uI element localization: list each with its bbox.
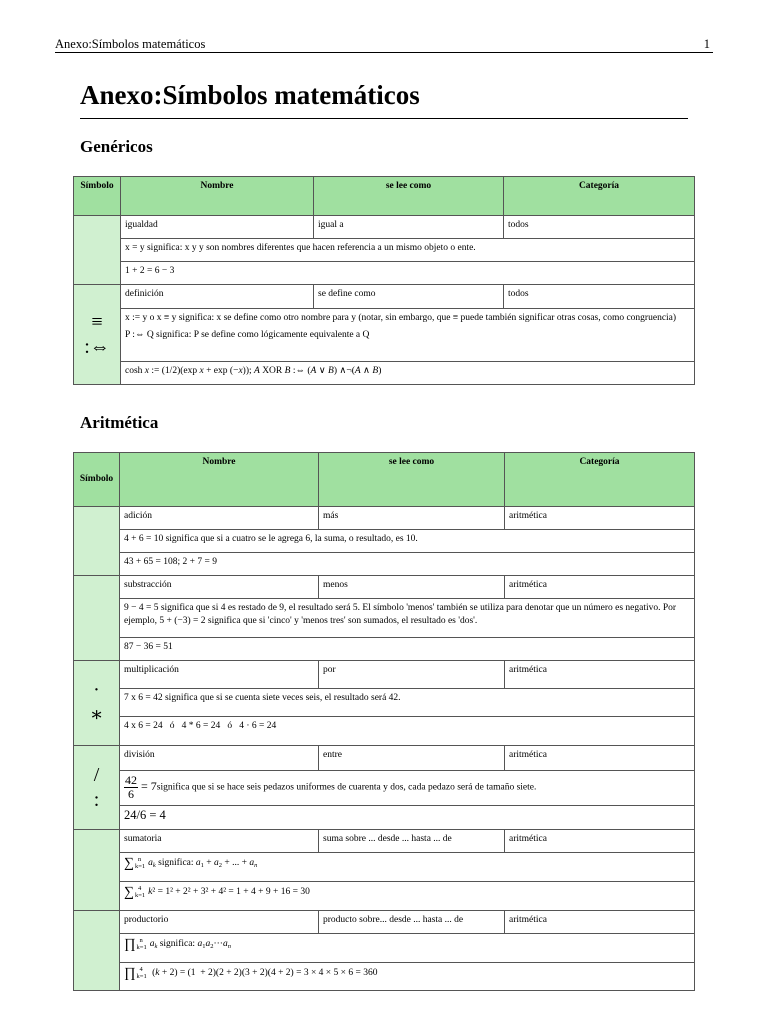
math-text: + ... + bbox=[222, 858, 250, 869]
name-cell: substracción bbox=[120, 576, 319, 599]
math-variable: a bbox=[249, 858, 255, 869]
column-header-name: Nombre bbox=[120, 453, 319, 507]
summation-sign: ∑ bbox=[124, 856, 134, 872]
math-variable: a bbox=[197, 939, 203, 950]
math-text: XOR bbox=[259, 366, 285, 376]
example-cell bbox=[120, 882, 695, 911]
math-text: ∨ bbox=[316, 366, 329, 376]
table-row bbox=[74, 599, 695, 638]
meaning-paragraph: x := y o x ≡ y significa: x se define como otro nombre para y (notar, sin embargo, que ≡ puede también significar otras cosas, como congruencia) bbox=[125, 313, 677, 323]
running-header-title: Anexo:Símbolos matemáticos bbox=[55, 37, 206, 51]
page-number: 1 bbox=[703, 37, 710, 51]
math-variable: a bbox=[205, 939, 211, 950]
math-variable: a bbox=[222, 939, 228, 950]
name-cell: multiplicación bbox=[120, 661, 319, 689]
math-variable: A bbox=[254, 366, 260, 376]
category-cell: todos bbox=[504, 216, 695, 239]
table-row bbox=[74, 746, 695, 771]
math-variable: x bbox=[238, 366, 243, 376]
category-cell: todos bbox=[504, 285, 695, 309]
reads-as-cell: entre bbox=[319, 746, 505, 771]
math-text: ( bbox=[149, 968, 156, 979]
column-header-name: Nombre bbox=[121, 177, 314, 216]
upper-limit: n bbox=[139, 937, 143, 944]
table-row bbox=[74, 362, 695, 385]
table-row bbox=[74, 530, 695, 553]
math-variable: B bbox=[328, 366, 334, 376]
category-cell: aritmética bbox=[505, 830, 695, 853]
category-cell: aritmética bbox=[505, 576, 695, 599]
reads-as-cell: por bbox=[319, 661, 505, 689]
math-variable: A bbox=[354, 366, 361, 376]
math-variable: A bbox=[310, 366, 317, 376]
summation-limits bbox=[135, 885, 145, 899]
reads-as-cell: igual a bbox=[314, 216, 504, 239]
symbol-cell bbox=[74, 216, 121, 285]
name-cell: productorio bbox=[120, 911, 319, 934]
symbol-cell bbox=[74, 746, 120, 830]
table-row bbox=[74, 911, 695, 934]
math-text: + exp (− bbox=[203, 366, 239, 376]
column-header-category: Categoría bbox=[504, 177, 695, 216]
table-row bbox=[74, 576, 695, 599]
math-variable: a bbox=[214, 858, 219, 869]
example-cell: 1 + 2 = 6 − 3 bbox=[121, 262, 695, 285]
math-text: := (1/2)(exp bbox=[149, 366, 200, 376]
identical-symbol: ≡ bbox=[91, 310, 103, 333]
lower-limit: k=1 bbox=[136, 944, 147, 951]
example-cell bbox=[121, 362, 695, 385]
title-underline bbox=[80, 118, 688, 119]
example-cell bbox=[120, 806, 695, 830]
math-text: ∧ bbox=[360, 366, 373, 376]
symbol-cell bbox=[74, 507, 120, 576]
math-text: ··· bbox=[213, 939, 223, 950]
example-cell: 87 − 36 = 51 bbox=[120, 638, 695, 661]
meaning-cell bbox=[120, 934, 695, 963]
fraction-result: = 7 bbox=[141, 778, 157, 793]
define-equivalent-symbol: :⇔ bbox=[84, 335, 110, 358]
math-variable: a bbox=[149, 939, 155, 950]
column-header-symbol: Símbolo bbox=[74, 453, 120, 507]
math-subscript: 2 bbox=[218, 862, 223, 870]
math-variable: k bbox=[155, 968, 160, 979]
table-row bbox=[74, 262, 695, 285]
genericos-table bbox=[73, 176, 695, 385]
reads-as-cell: se define como bbox=[314, 285, 504, 309]
table-row bbox=[74, 309, 695, 362]
math-variable: x bbox=[199, 366, 204, 376]
aritmetica-table bbox=[73, 452, 695, 991]
table-row bbox=[74, 830, 695, 853]
category-cell: aritmética bbox=[505, 911, 695, 934]
category-cell: aritmética bbox=[505, 507, 695, 530]
meaning-cell: x = y significa: x y y son nombres diferentes que hacen referencia a un mismo objeto o ente. bbox=[121, 239, 695, 262]
symbol-cell bbox=[74, 576, 120, 661]
product-limits bbox=[137, 937, 147, 951]
math-subscript: 1 bbox=[200, 862, 204, 870]
math-subscript: k bbox=[152, 862, 156, 870]
slash-symbol: / bbox=[93, 763, 100, 786]
dot-operator-symbol: · bbox=[93, 679, 100, 701]
math-text: + bbox=[203, 858, 215, 869]
math-text: significa: bbox=[157, 939, 198, 950]
math-variable: x bbox=[144, 366, 150, 376]
fraction-numerator: 42 bbox=[125, 773, 137, 787]
reads-as-cell: producto sobre... desde ... hasta ... de bbox=[319, 911, 505, 934]
running-header bbox=[55, 37, 713, 53]
math-text: significa: bbox=[155, 858, 196, 869]
example-cell bbox=[120, 717, 695, 746]
symbol-cell bbox=[74, 661, 120, 746]
example-cell: 43 + 65 = 108; 2 + 7 = 9 bbox=[120, 553, 695, 576]
table-header-row bbox=[74, 453, 695, 507]
column-header-reads-as: se lee como bbox=[314, 177, 504, 216]
math-variable: a bbox=[195, 858, 201, 869]
category-cell: aritmética bbox=[505, 661, 695, 689]
table-row bbox=[74, 216, 695, 239]
meaning-cell: 9 − 4 = 5 significa que si 4 es restado de 9, el resultado será 5. El símbolo 'menos' también se utiliza para denotar que un número es negativo. Por ejemplo, 5 + (−3) = 2 significa que si 'cinco' y 'menos tres' son sumados, el resultado es 'dos'. bbox=[120, 599, 695, 638]
math-subscript: n bbox=[254, 862, 258, 870]
lower-limit: k=1 bbox=[134, 892, 146, 899]
name-cell: definición bbox=[121, 285, 314, 309]
table-row bbox=[74, 806, 695, 830]
upper-limit: 4 bbox=[139, 966, 143, 973]
upper-limit: 4 bbox=[137, 885, 142, 892]
math-variable: B bbox=[372, 366, 379, 376]
math-subscript: 1 bbox=[202, 943, 206, 951]
table-row bbox=[74, 853, 695, 882]
upper-limit: n bbox=[137, 856, 142, 863]
colon-symbol: : bbox=[93, 788, 100, 811]
math-text: ² = 1² + 2² + 3² + 4² = 1 + 4 + 9 + 16 = 30 bbox=[152, 887, 310, 898]
meaning-text: significa que si se hace seis pedazos uniformes de cuarenta y dos, cada pedazo será de tamaño siete. bbox=[156, 782, 537, 793]
math-variable: a bbox=[148, 858, 153, 869]
math-text: cosh bbox=[125, 366, 145, 376]
math-text: ) ∧¬( bbox=[333, 366, 355, 376]
summation-sign: ∑ bbox=[124, 885, 134, 901]
table-row bbox=[74, 553, 695, 576]
meaning-cell: 4 + 6 = 10 significa que si a cuatro se le agrega 6, la suma, o resultado, es 10. bbox=[120, 530, 695, 553]
symbol-cell bbox=[74, 285, 121, 385]
table-row bbox=[74, 689, 695, 717]
page-title: Anexo:Símbolos matemáticos bbox=[80, 80, 420, 110]
table-row bbox=[74, 882, 695, 911]
summation-limits bbox=[135, 856, 145, 870]
table-row bbox=[74, 717, 695, 746]
product-limits bbox=[137, 966, 147, 980]
table-row bbox=[74, 638, 695, 661]
reads-as-cell: suma sobre ... desde ... hasta ... de bbox=[319, 830, 505, 853]
table-row bbox=[74, 285, 695, 309]
symbol-cell bbox=[74, 911, 120, 991]
product-sign: ∏ bbox=[124, 937, 136, 953]
math-text: )); bbox=[242, 366, 254, 376]
meaning-cell bbox=[120, 771, 695, 806]
symbol-cell bbox=[74, 830, 120, 911]
reads-as-cell: más bbox=[319, 507, 505, 530]
example-cell bbox=[120, 963, 695, 991]
table-row bbox=[74, 771, 695, 806]
table-row bbox=[74, 239, 695, 262]
meaning-cell bbox=[120, 853, 695, 882]
reads-as-cell: menos bbox=[319, 576, 505, 599]
section-heading-genericos: Genéricos bbox=[80, 137, 153, 156]
math-subscript: n bbox=[227, 943, 231, 951]
column-header-category: Categoría bbox=[505, 453, 695, 507]
meaning-cell bbox=[121, 309, 695, 362]
fraction-denominator: 6 bbox=[128, 787, 134, 801]
fraction bbox=[124, 774, 138, 801]
meaning-paragraph: P :⇔ Q significa: P se define como lógicamente equivalente a Q bbox=[125, 329, 370, 340]
example-text: 24/6 = 4 bbox=[124, 808, 166, 822]
product-sign: ∏ bbox=[124, 966, 136, 982]
column-header-symbol: Símbolo bbox=[74, 177, 121, 216]
name-cell: sumatoria bbox=[120, 830, 319, 853]
table-row bbox=[74, 507, 695, 530]
math-variable: B bbox=[284, 366, 291, 376]
table-row bbox=[74, 963, 695, 991]
math-subscript: 2 bbox=[210, 943, 214, 951]
section-heading-aritmetica: Aritmética bbox=[80, 413, 159, 432]
lower-limit: k=1 bbox=[134, 863, 146, 870]
name-cell: adición bbox=[120, 507, 319, 530]
math-subscript: k bbox=[154, 943, 158, 951]
column-header-reads-as: se lee como bbox=[319, 453, 505, 507]
category-cell: aritmética bbox=[505, 746, 695, 771]
math-text: ) bbox=[378, 366, 382, 376]
name-cell: igualdad bbox=[121, 216, 314, 239]
asterisk-symbol: ∗ bbox=[89, 704, 104, 726]
table-header-row bbox=[74, 177, 695, 216]
meaning-cell: 7 x 6 = 42 significa que si se cuenta siete veces seis, el resultado será 42. bbox=[120, 689, 695, 717]
math-text: + 2) = (1 + 2)(2 + 2)(3 + 2)(4 + 2) = 3 × 4 × 5 × 6 = 360 bbox=[159, 968, 378, 979]
name-cell: división bbox=[120, 746, 319, 771]
example-text: 4 x 6 = 24 ó 4 * 6 = 24 ó 4 · 6 = 24 bbox=[124, 721, 277, 731]
math-variable: k bbox=[148, 887, 153, 898]
table-row bbox=[74, 661, 695, 689]
lower-limit: k=1 bbox=[136, 973, 147, 980]
table-row bbox=[74, 934, 695, 963]
math-text: :⇔ ( bbox=[290, 366, 311, 376]
